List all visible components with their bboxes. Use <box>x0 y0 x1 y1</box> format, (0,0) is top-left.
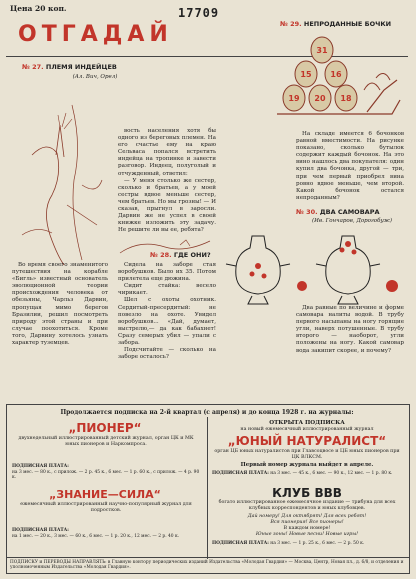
puzzle-28-heading: № 28. ГДЕ ОНИ? <box>150 251 211 259</box>
naturalist-sub: на новый ежемесячный иллюстрированный журнал <box>240 427 374 432</box>
barrel-label: 15 <box>300 70 312 79</box>
samovars-illustration <box>222 226 410 306</box>
pioneer-price-label: ПОДПИСНАЯ ПЛАТА: <box>12 464 69 469</box>
klub-title: КЛУБ ВВВ <box>272 486 342 500</box>
klub-line-3: В каждом номере! <box>283 526 331 531</box>
ad-divider <box>207 417 208 559</box>
naturalist-open: ОТКРЫТА ПОДПИСКА <box>269 420 345 426</box>
footer-rule <box>6 557 409 558</box>
naturalist-desc: орган ЦБ юных натуралистов при Главсоцвосе и ЦБ юных пионеров при ЦК ВЛКСМ. <box>214 449 400 460</box>
price-label: Цена 20 коп. <box>10 4 67 13</box>
klub-line-1: Дай номеру! Для октябрят! Для всех ребят! <box>247 514 367 519</box>
barrel-label: 20 <box>314 94 326 103</box>
puzzle-27-text-col2: вость населения хотя бы одного из береговых племен. На его счастье ему на краю Сельваса попался встретить индейца на тропинке и завести разговор. Индеец, полуголый и отчужденный, ответил: — У меня столько же сестер, сколько и братьев, а у моей сестры вдвое меньше сестер, чем братьев. Но мы грозны! — И сказав, прыгнул в заросли. Дарвин же не успел в своей книжке изложить эту задачу. Не решите ли вы ее, ребята? <box>118 128 216 234</box>
barrel-label: 16 <box>330 70 342 79</box>
page-title: ОТГАДАЙ <box>18 22 173 47</box>
puzzle-30-author: (Ив. Гончаров, Дорогобуж) <box>311 218 393 224</box>
klub-line-4: Юные зоны! Новые песни! Новые игры! <box>255 532 359 537</box>
barrel-label: 31 <box>316 46 328 55</box>
klub-desc: богато иллюстрированное ежемесячное издание — трибуна для всех клубных корреспондентов и юных клубовцев. <box>218 500 396 511</box>
puzzle-27-text-col1: Во время своего знаменитого путешествия на корабле «Бигль» известный основатель эволюционной теории происхождения человека от обезьяны, Чарльз Дарвин, пропущая мимо берегов Бразилии, решил посмотреть природу этой страны и при случае поохотиться. Кроме того, Дарвину хотелось узнать характер туземцев. <box>12 262 108 347</box>
naturalist-first-issue: Первый номер журнала выйдет в апреле. <box>240 462 374 468</box>
stamp-number: 17709 <box>178 6 220 20</box>
klub-price: ПОДПИСНАЯ ПЛАТА: на 3 мес. — 1 р. 25 к., 6 мес. — 2 р. 50 к. <box>212 541 365 546</box>
znanie-title: „ЗНАНИЕ—СИЛА“ <box>49 488 161 501</box>
puzzle-30-text: Два равные по величине и форме самовара налиты водой. В трубу первого насыпаны на ногу горящие угли, наверх потушенные. В трубу второго — наоборот, угли положены на ногу. Какой самовар вода закипит скорее, и почему? <box>296 305 404 354</box>
ad-headline: Продолжается подписка на 2-й квартал (с апреля) и до конца 1928 г. на журналы: <box>60 409 354 416</box>
indian-illustration <box>12 85 107 270</box>
naturalist-price: ПОДПИСНАЯ ПЛАТА: на 3 мес. — 45 к., 6 мес. — 90 к., 12 мес. — 1 р. 80 к. <box>212 471 393 476</box>
barrel-label: 18 <box>340 94 352 103</box>
znanie-price: на 1 мес. — 20 к., 3 мес. — 60 к., 6 мес. — 1 р. 20 к., 12 мес. — 2 р. 40 к. <box>12 534 180 539</box>
puzzle-27-author: (Ал. Вич, Орел) <box>72 74 118 80</box>
naturalist-title: „ЮНЫЙ НАТУРАЛИСТ“ <box>227 434 387 448</box>
barrel-label: 19 <box>288 94 300 103</box>
znanie-desc: ежемесячный иллюстрированный научно-популярный журнал для подростков. <box>20 502 192 513</box>
puzzle-29-text: На складе имеется 6 бочонков равной вместимости. На рисунке показано, сколько бутылок содержит каждый бочонок. На это вино нашлось два покупателя: один купил два бочонка, другой — три, при чем первый приобрел вина ровно вдвое меньше, чем второй. Какой бочонок остался непроданным? <box>296 131 404 201</box>
puzzle-28-text: Сидела на заборе стая воробушков. Было их 35. Потом прилетела еще дюжина. Сидит стайка: весело чирикает. Шел с охоты охотник. Сердитый-пресердитый: не повезло на охоте. Увидел воробушков... «Дай, думает, выстрелю,— да как бабахнет! Сразу семерых убил — упали с забора. Подсчитайте — сколько на заборе осталось? <box>118 262 216 361</box>
puzzle-30-heading: № 30. ДВА САМОВАРА <box>296 208 380 216</box>
puzzle-27-heading: № 27. ПЛЕМЯ ИНДЕЙЦЕВ <box>22 63 117 71</box>
klub-line-2: Вся пионерия! Все пионеры! <box>270 520 344 525</box>
znanie-price-label: ПОДПИСНАЯ ПЛАТА: <box>12 528 69 533</box>
barrels-illustration <box>272 30 408 122</box>
pioneer-desc: двухнедельный иллюстрированный детский журнал, орган ЦК и МК юных пионеров и Наркомпроса. <box>18 436 194 447</box>
footer-text: ПОДПИСКУ и ПЕРЕВОДЫ НАПРАВЛЯТЬ: в Главную контору периодических изданий Издательства «Молодая Гвардия» — Москва, Центр, Новая пл., д. 6/8, и отделения и уполномоченным Издательства «Молодая Гвардия». <box>10 560 404 570</box>
pioneer-title: „ПИОНЕР“ <box>68 421 142 435</box>
puzzle-29-heading: № 29. НЕПРОДАННЫЕ БОЧКИ <box>280 20 392 28</box>
pioneer-price: на 3 мес. — 80 к., с прилож. — 2 р. 45 к., 6 мес. — 1 р. 60 к., с прилож. — 4 р. 90 к. <box>12 470 200 481</box>
